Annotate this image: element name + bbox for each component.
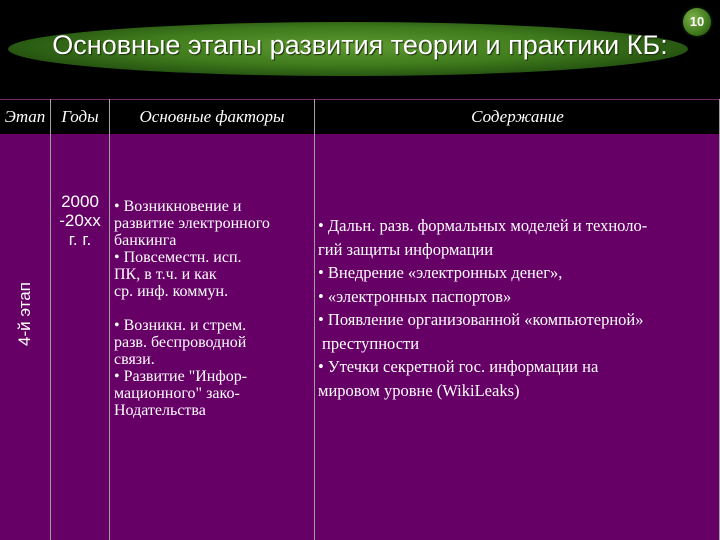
years-text [54, 192, 106, 249]
years-line: 2000 [61, 192, 99, 211]
header-factors: Основные факторы [139, 107, 285, 126]
content-line: • Появление организованной «компьютерной» [318, 310, 644, 329]
factor-line: связи. [114, 351, 155, 368]
stage-label-wrap [0, 134, 50, 540]
slide-number-badge: 10 [683, 8, 711, 36]
factor-line: развитие электронного [114, 215, 270, 232]
factor-line: • Возникновение и [114, 198, 242, 215]
table-header-row [0, 99, 720, 135]
factor-line: ср. инф. коммун. [114, 283, 229, 300]
page-title: Основные этапы развития теории и практики КБ: [52, 30, 668, 60]
stage-label: 4-й этап [15, 282, 34, 346]
years-line: -20хх [59, 211, 101, 230]
content-line: преступности [322, 333, 420, 353]
header-stage: Этап [4, 107, 46, 126]
factor-line: банкинга [114, 232, 177, 249]
header-content: Содержание [471, 107, 564, 126]
factor-line: • Развитие "Инфор- [114, 368, 248, 385]
content-line: • Внедрение «электронных денег», [318, 263, 563, 282]
factor-line: мационного" зако- [114, 385, 240, 402]
factor-spacer [114, 300, 310, 317]
header-years: Годы [61, 107, 99, 126]
content-text [318, 214, 718, 402]
content-line: • Дальн. разв. формальных моделей и техноло- [318, 216, 648, 235]
content-line: мировом уровне (WikiLeaks) [318, 380, 520, 400]
years-line: г. г. [68, 230, 92, 249]
factor-line: ПК, в т.ч. и как [114, 266, 217, 283]
factor-line: • Возникн. и стрем. [114, 317, 247, 334]
content-line: • Утечки секретной гос. информации на [318, 357, 599, 376]
content-line: гий защиты информации [318, 239, 494, 259]
factors-text [114, 198, 310, 419]
content-line: • «электронных паспортов» [318, 286, 512, 306]
factor-line: • Повсеместн. исп. [114, 249, 242, 266]
factor-line: Нодательства [114, 402, 206, 419]
factor-line: разв. беспроводной [114, 334, 247, 351]
